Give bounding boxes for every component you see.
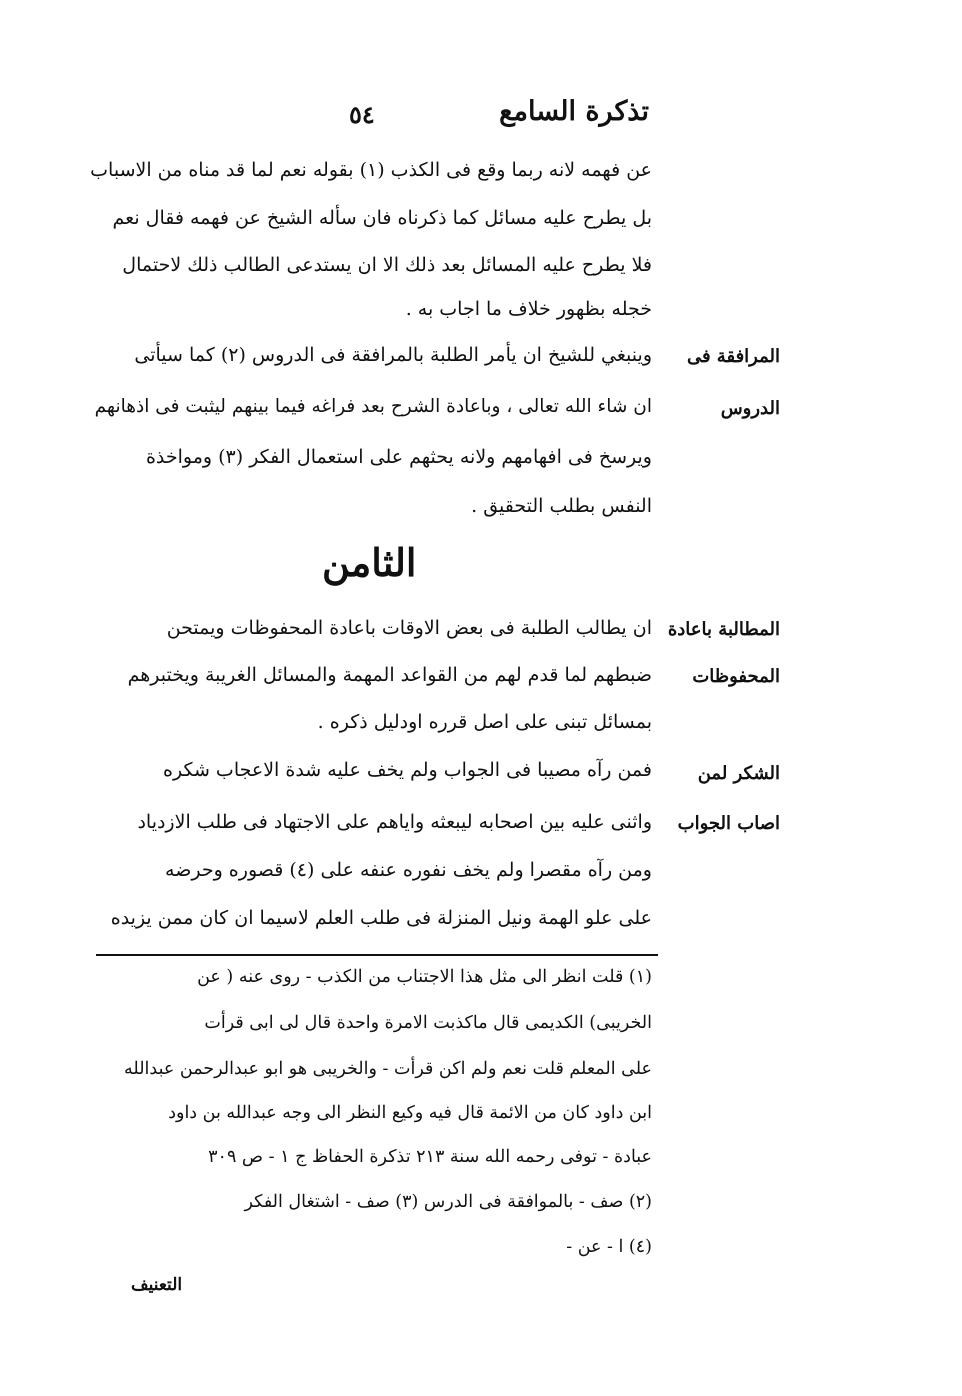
body-line: ان يطالب الطلبة فى بعض الاوقات باعادة المحفوظات ويمتحن: [166, 617, 652, 639]
body-line: بمسائل تبنى على اصل قرره اودليل ذكره .: [317, 711, 652, 733]
margin-note: الشكر لمن: [697, 763, 780, 784]
section-heading: الثامن: [322, 540, 417, 585]
margin-note: اصاب الجواب: [677, 813, 780, 834]
body-line: فلا يطرح عليه المسائل بعد ذلك الا ان يستدعى الطالب ذلك لاحتمال: [122, 254, 652, 276]
footnote-line: (١) قلت انظر الى مثل هذا الاجتناب من الكذب - روى عنه ( عن: [197, 967, 652, 987]
margin-note: المرافقة فى: [686, 346, 780, 367]
footnote-line: (٢) صف - بالموافقة فى الدرس (٣) صف - اشتغال الفكر: [244, 1192, 652, 1212]
body-line: عن فهمه لانه ربما وقع فى الكذب (١) بقوله نعم لما قد مناه من الاسباب: [90, 159, 652, 181]
margin-note: الدروس: [720, 398, 780, 419]
body-line: واثنى عليه بين اصحابه ليبعثه واياهم على الاجتهاد فى طلب الازدياد: [137, 811, 652, 833]
body-line: ومن رآه مقصرا ولم يخف نفوره عنفه على (٤) قصوره وحرضه: [165, 859, 652, 881]
body-line: فمن رآه مصيبا فى الجواب ولم يخف عليه شدة الاعجاب شكره: [163, 759, 652, 781]
footnote-divider: [96, 954, 658, 956]
page-number: ٥٤: [349, 100, 375, 129]
footnote-line: الخريبى) الكديمى قال ماكذبت الامرة واحدة قال لى ابى قرأت: [204, 1013, 652, 1033]
margin-note: المطالبة باعادة: [667, 619, 780, 640]
footnote-line: ابن داود كان من الائمة قال فيه وكيع النظر الى وجه عبدالله بن داود: [168, 1103, 652, 1123]
body-line: على علو الهمة ونيل المنزلة فى طلب العلم لاسيما ان كان ممن يزيده: [110, 907, 652, 929]
body-line: النفس بطلب التحقيق .: [471, 495, 652, 517]
footnote-line: على المعلم قلت نعم ولم اكن قرأت - والخريبى هو ابو عبدالرحمن عبدالله: [124, 1059, 652, 1079]
footnote-line: (٤) ا - عن -: [566, 1237, 652, 1257]
body-line: ضبطهم لما قدم لهم من القواعد المهمة والمسائل الغريبة ويختبرهم: [127, 664, 652, 686]
body-line: ويرسخ فى افهامهم ولانه يحثهم على استعمال الفكر (٣) ومواخذة: [145, 446, 652, 468]
body-line: بل يطرح عليه مسائل كما ذكرناه فان سأله الشيخ عن فهمه فقال نعم: [112, 207, 652, 229]
catchword: التعنيف: [131, 1275, 183, 1295]
margin-note: المحفوظات: [692, 666, 780, 687]
body-line: ان شاء الله تعالى ، وباعادة الشرح بعد فراغه فيما بينهم ليثبت فى اذهانهم: [94, 396, 652, 417]
body-line: وينبغي للشيخ ان يأمر الطلبة بالمرافقة فى الدروس (٢) كما سيأتى: [134, 344, 652, 366]
body-line: خجله بظهور خلاف ما اجاب به .: [405, 298, 652, 320]
running-title: تذكرة السامع: [499, 96, 649, 127]
footnote-line: عبادة - توفى رحمه الله سنة ٢١٣ تذكرة الحفاظ ج ١ - ص ٣٠٩: [208, 1147, 652, 1167]
